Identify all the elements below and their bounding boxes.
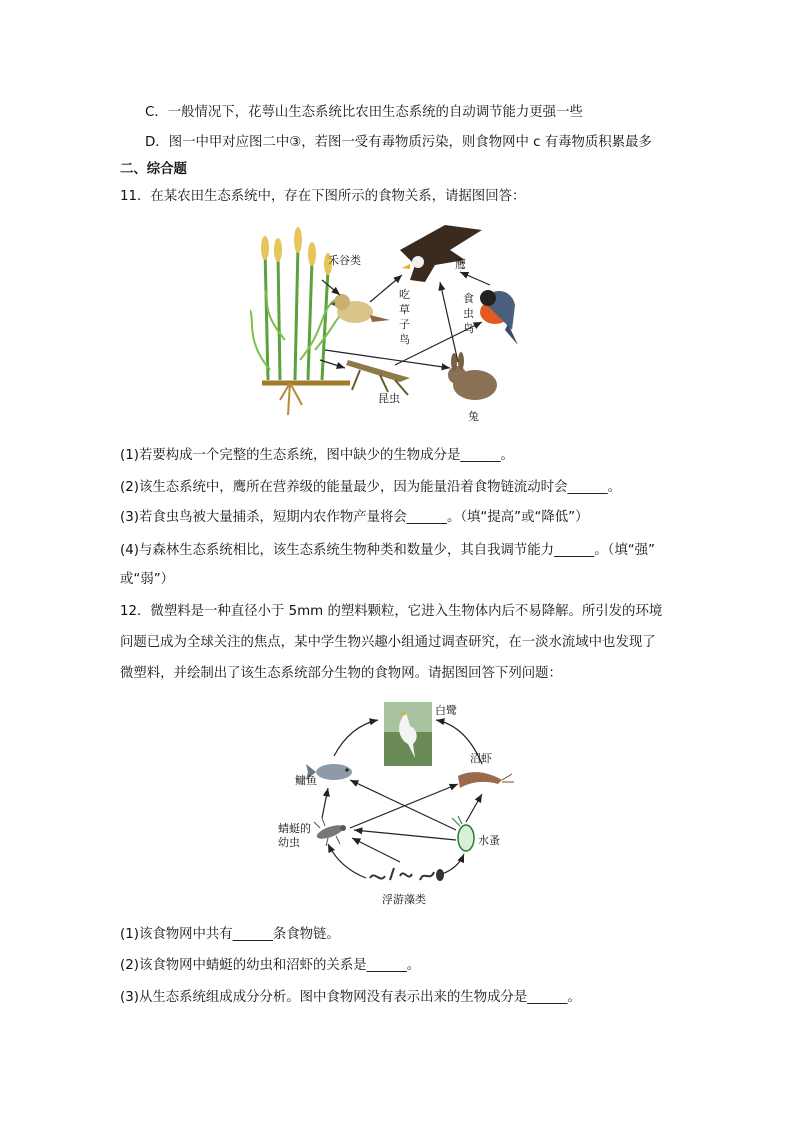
insect-bird-icon	[480, 290, 518, 345]
q12-stem-line1: 12．微塑料是一种直径小于 5mm 的塑料颗粒，它进入生物体内后不易降解。所引发的环境	[120, 604, 663, 619]
label-fish: 鳙鱼	[295, 774, 317, 787]
label-insect-bird: 食虫鸟	[463, 292, 474, 335]
eagle-icon	[400, 225, 482, 282]
q12-sub3: (3)从生态系统组成成分分析。图中食物网没有表示出来的生物成分是______。	[120, 990, 581, 1005]
option-d: D．图一中甲对应图二中③，若图一受有毒物质污染，则食物网中 c 有毒物质积累最多	[145, 135, 652, 150]
label-shrimp: 沼虾	[470, 752, 492, 765]
freshwater-food-web-figure	[270, 698, 520, 910]
label-eagle: 鹰	[455, 258, 466, 271]
q12-sub1: (1)该食物网中共有______条食物链。	[120, 927, 340, 942]
algae-icon	[370, 868, 444, 881]
label-algae: 浮游藻类	[382, 893, 426, 906]
q11-sub4-line1: (4)与森林生态系统相比，该生态系统生物种类和数量少，其自我调节能力______。（填“强”	[120, 543, 655, 558]
label-grain: 禾谷类	[328, 254, 361, 267]
q12-sub2: (2)该食物网中蜻蜓的幼虫和沼虾的关系是______。	[120, 958, 421, 973]
label-insect: 昆虫	[378, 392, 400, 405]
water-flea-icon	[452, 816, 474, 851]
q11-sub3: (3)若食虫鸟被大量捕杀，短期内农作物产量将会______。（填“提高”或“降低”）	[120, 510, 589, 525]
shrimp-icon	[458, 772, 514, 788]
insect-icon	[346, 360, 410, 395]
q11-sub4-line2: 或“弱”）	[120, 572, 175, 587]
q11-sub1: (1)若要构成一个完整的生态系统，图中缺少的生物成分是______。	[120, 448, 514, 463]
label-rabbit: 兔	[468, 410, 479, 423]
q12-stem-line3: 微塑料，并绘制出了该生态系统部分生物的食物网。请据图回答下列问题：	[120, 666, 562, 681]
label-seed-bird: 吃草子鸟	[399, 288, 410, 346]
seed-bird-icon	[330, 294, 390, 323]
dragonfly-larva-icon	[314, 818, 346, 846]
option-c: C．一般情况下，花萼山生态系统比农田生态系统的自动调节能力更强一些	[145, 105, 583, 120]
label-water-flea: 水蚤	[478, 834, 500, 847]
section-heading: 二、综合题	[120, 162, 187, 177]
egret-icon	[384, 702, 432, 766]
q11-stem: 11．在某农田生态系统中，存在下图所示的食物关系，请据图回答：	[120, 189, 526, 204]
label-larva-line2: 幼虫	[278, 836, 300, 849]
q12-stem-line2: 问题已成为全球关注的焦点，某中学生物兴趣小组通过调查研究，在一淡水流域中也发现了	[120, 635, 656, 650]
label-egret: 白鹭	[435, 704, 457, 717]
farmland-food-web-figure	[250, 220, 540, 430]
q11-sub2: (2)该生态系统中，鹰所在营养级的能量最少，因为能量沿着食物链流动时会______。	[120, 480, 622, 495]
label-larva-line1: 蜻蜓的	[278, 822, 311, 835]
rabbit-icon	[448, 352, 497, 400]
